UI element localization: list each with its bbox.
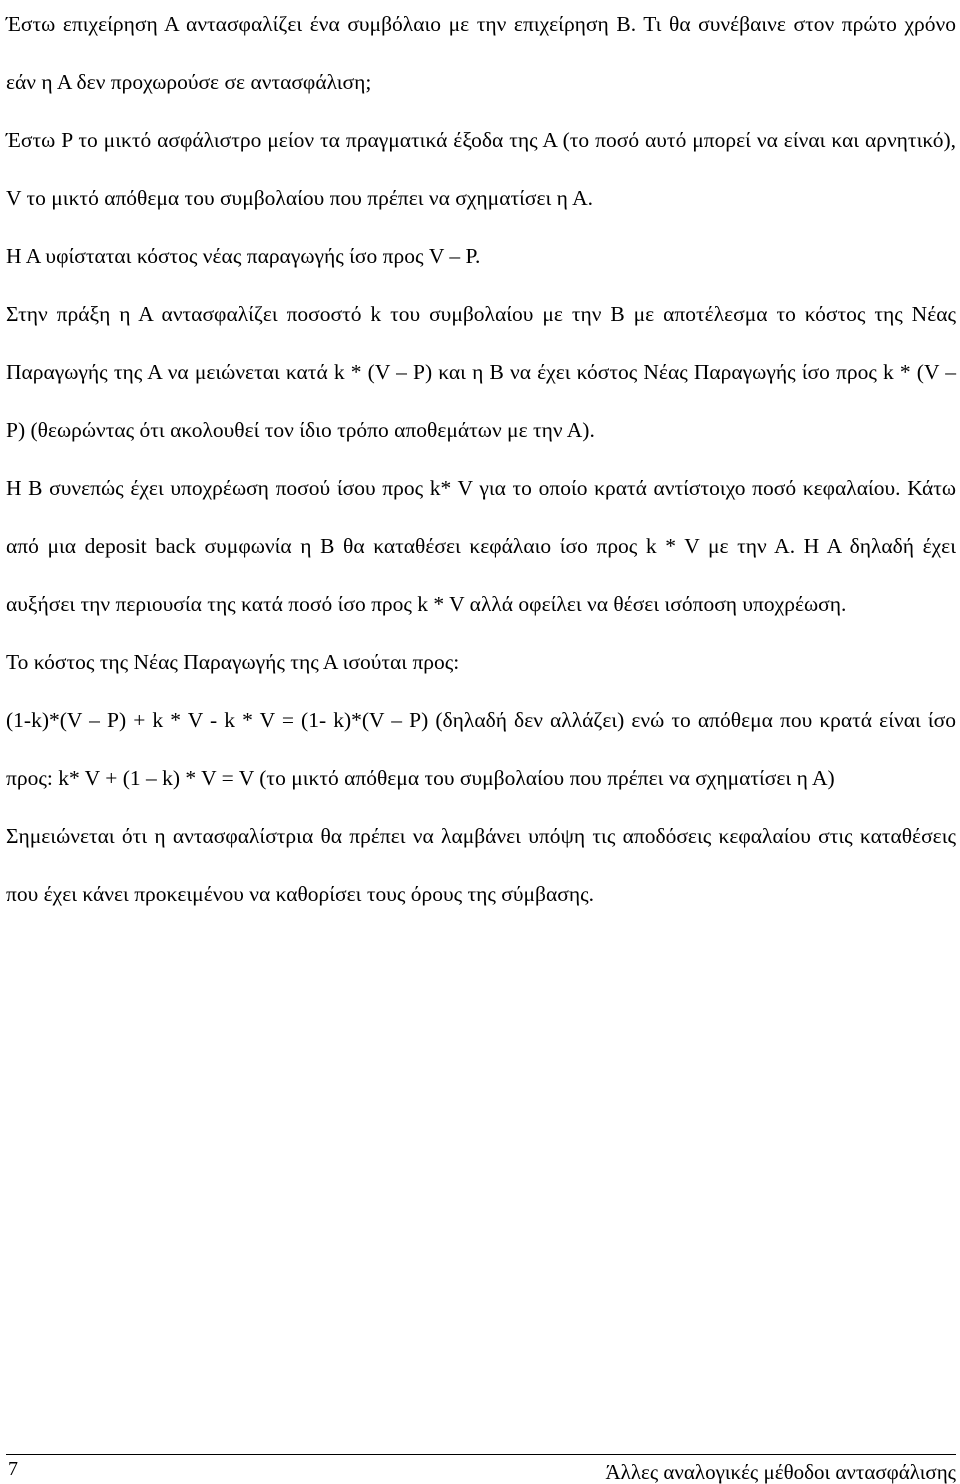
paragraph-definitions: Έστω P το μικτό ασφάλιστρο μείον τα πραγματικά έξοδα της Α (το ποσό αυτό μπορεί να είναι και αρνητικό), V το μικτό απόθεμα του συμβολαίου που πρέπει να σχηματίσει η Α. [6,128,956,210]
paragraph-reinsured-share: Στην πράξη η Α αντασφαλίζει ποσοστό k του συμβολαίου με την Β με αποτέλεσμα το κόστος της Νέας Παραγωγής της Α να μειώνεται κατά k * (V – P) και η Β να έχει κόστος Νέας Παραγωγής ίσο προς k * (V – P) (θεωρώντας ότι ακολουθεί τον ίδιο τρόπο αποθεμάτων με την Α). [6,302,956,442]
paragraph-deposit-back: Η Β συνεπώς έχει υποχρέωση ποσού ίσου προς k* V για το οποίο κρατά αντίστοιχο ποσό κεφαλαίου. Κάτω από μια deposit back συμφωνία η Β θα καταθέσει κεφάλαιο ίσο προς k * V με την Α. Η Α δηλαδή έχει αυξήσει την περιουσία της κατά ποσό ίσο προς k * V αλλά οφείλει να θέσει ισόποση υποχρέωση. [6,476,956,616]
paragraph-cost-formula: (1-k)*(V – P) + k * V - k * V = (1- k)*(V – P) (δηλαδή δεν αλλάζει) ενώ το απόθεμα που κρατά είναι ίσο προς: k* V + (1 – k) * V = V (το μικτό απόθεμα του συμβολαίου που πρέπει να σχηματίσει η Α) [6,708,956,790]
page-footer [0,1446,960,1484]
paragraph-new-business-cost: Η Α υφίσταται κόστος νέας παραγωγής ίσο προς V – P. [6,244,481,268]
document-body [6,0,956,923]
paragraph-note: Σημειώνεται ότι η αντασφαλίστρια θα πρέπει να λαμβάνει υπόψη τις αποδόσεις κεφαλαίου στις καταθέσεις που έχει κάνει προκειμένου να καθορίσει τους όρους της σύμβασης. [6,824,956,906]
footer-divider [6,1454,956,1455]
running-title: Άλλες αναλογικές μέθοδοι αντασφάλισης [605,1460,956,1484]
page-number: 7 [8,1458,18,1480]
paragraph-cost-intro: Το κόστος της Νέας Παραγωγής της Α ισούται προς: [6,650,460,674]
paragraph-scenario-question: Έστω επιχείρηση Α αντασφαλίζει ένα συμβόλαιο με την επιχείρηση Β. Τι θα συνέβαινε στον πρώτο χρόνο εάν η Α δεν προχωρούσε σε αντασφάλιση; [6,12,956,94]
